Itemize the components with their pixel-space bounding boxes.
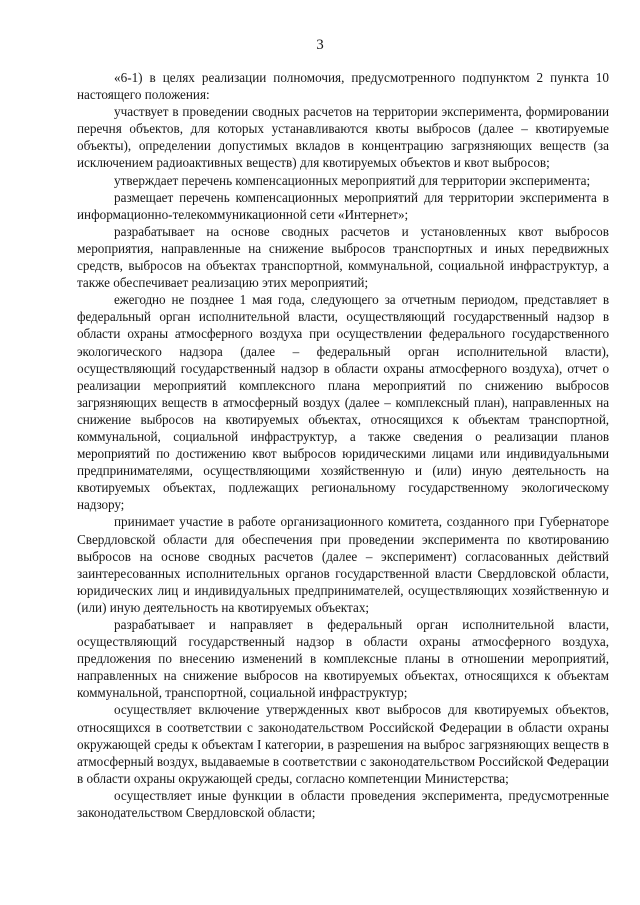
paragraph-publishes: размещает перечень компенсационных мероприятий для территории эксперимента в информационно-телекоммуникационной сети «Интернет»; xyxy=(77,189,609,222)
document-body xyxy=(77,69,609,821)
paragraph-committee: принимает участие в работе организационного комитета, созданного при Губернаторе Свердловской области для обеспечения при проведении эксперимента по квотированию выбросов на основе сводных расчетов (далее – эксперимент) согласованных действий заинтересованных исполнительных органов государственной власти Свердловской области, юридических лиц и индивидуальных предпринимателей, осуществляющих хозяйственную и (или) иную деятельность на квотируемых объектах; xyxy=(77,514,609,615)
paragraph-other-functions: осуществляет иные функции в области проведения эксперимента, предусмотренные законодательством Свердловской области; xyxy=(77,787,609,821)
page-number: 3 xyxy=(316,37,324,53)
paragraph-intro: «6-1) в целях реализации полномочия, предусмотренного подпунктом 2 пункта 10 настоящего положения: xyxy=(77,70,609,103)
paragraph-annual-report: ежегодно не позднее 1 мая года, следующего за отчетным периодом, представляет в федеральный орган исполнительной власти, осуществляющий государственный надзор в области охраны атмосферного воздуха при осуществлении федерального государственного экологического надзора (далее – федеральный орган исполнительной власти), осуществляющий государственный надзор в области охраны атмосферного воздуха), отчет о реализации мероприятий комплексного плана мероприятий по снижению выбросов загрязняющих веществ в атмосферный воздух (далее – комплексный план), направленных на снижение выбросов на квотируемых объектах, относящихся к объектам транспортной, коммунальной, социальной инфраструктур, а также сведения о реализации планов мероприятий по достижению квот выбросов юридическими лицами или индивидуальными предпринимателями, осуществляющими хозяйственную и (или) иную деятельность на квотируемых объектах, подлежащих региональному государственному экологическому надзору; xyxy=(77,292,609,513)
paragraph-proposals: разрабатывает и направляет в федеральный орган исполнительной власти, осуществляющий государственный надзор в области охраны атмосферного воздуха, предложения по внесению изменений в комплексные планы в отношении мероприятий, направленных на снижение выбросов на квотируемых объектах, относящихся к объектам коммунальной, транспортной, социальной инфраструктур; xyxy=(77,617,609,701)
paragraph-participates: участвует в проведении сводных расчетов на территории эксперимента, формировании перечня объектов, для которых устанавливаются квоты выбросов (далее – квотируемые объекты), определении допустимых вкладов в концентрацию загрязняющих веществ (за исключением радиоактивных веществ) для квотируемых объектов и квот выбросов; xyxy=(77,104,609,171)
paragraph-permits: осуществляет включение утвержденных квот выбросов для квотируемых объектов, относящихся в соответствии с законодательством Российской Федерации в области охраны окружающей среды к объектам I категории, в разрешения на выброс загрязняющих веществ в атмосферный воздух, выдаваемые в соответствии с законодательством Российской Федерации в области охраны окружающей среды, согласно компетенции Министерства; xyxy=(77,702,609,786)
paragraph-approves: утверждает перечень компенсационных мероприятий для территории эксперимента; xyxy=(114,172,591,188)
paragraph-develops: разрабатывает на основе сводных расчетов и установленных квот выбросов мероприятия, направленные на снижение выбросов транспортных и иных передвижных средств, выбросов на объектах транспортной, коммунальной, социальной инфраструктур, а также обеспечивает реализацию этих мероприятий; xyxy=(77,223,609,291)
